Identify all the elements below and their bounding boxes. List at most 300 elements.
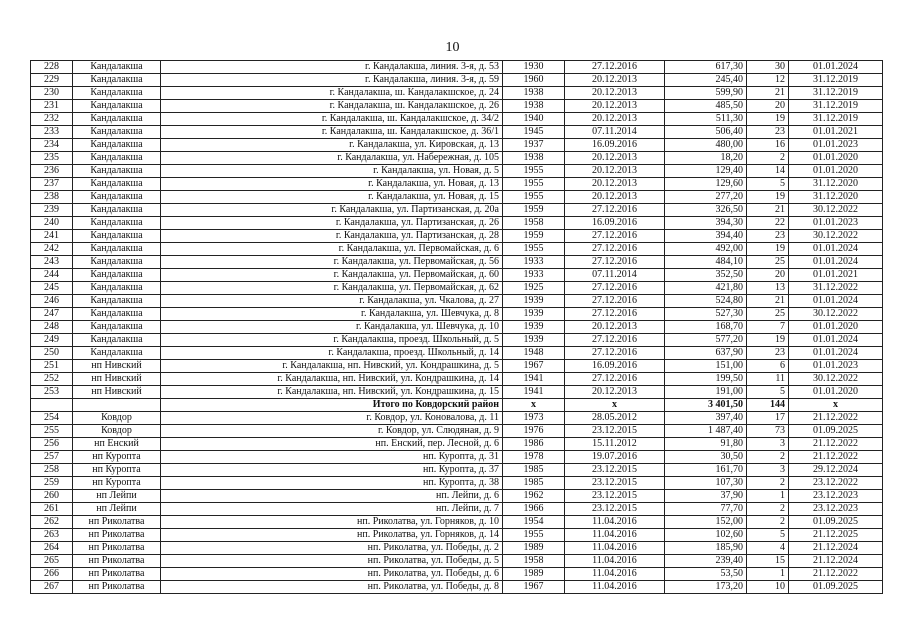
address-cell: г. Кандалакша, ул. Партизанская, д. 28 <box>161 230 503 243</box>
area-cell: 53,50 <box>665 568 747 581</box>
area-cell: 492,00 <box>665 243 747 256</box>
date-cell: 27.12.2016 <box>565 230 665 243</box>
area-cell: 480,00 <box>665 139 747 152</box>
settlement-cell: нп Риколатва <box>73 568 161 581</box>
table-row <box>31 139 883 152</box>
row-number: 246 <box>31 295 73 308</box>
row-number: 253 <box>31 386 73 399</box>
row-number: 233 <box>31 126 73 139</box>
date-cell: 23.12.2015 <box>565 425 665 438</box>
area-cell: 129,60 <box>665 178 747 191</box>
date-cell: 27.12.2016 <box>565 295 665 308</box>
year-built-cell: 1933 <box>503 256 565 269</box>
address-cell: г. Кандалакша, нп. Нивский, ул. Кондрашкина, д. 14 <box>161 373 503 386</box>
row-number <box>31 399 73 412</box>
count-cell: 13 <box>747 282 789 295</box>
count-cell: 20 <box>747 100 789 113</box>
count-cell: 73 <box>747 425 789 438</box>
row-number: 252 <box>31 373 73 386</box>
address-cell: г. Кандалакша, линия. 3-я, д. 53 <box>161 61 503 74</box>
address-cell: нп. Лейпи, д. 7 <box>161 503 503 516</box>
year-built-cell: 1938 <box>503 152 565 165</box>
deadline-cell: 01.01.2021 <box>789 126 883 139</box>
settlement-cell: нп Риколатва <box>73 581 161 594</box>
deadline-cell: 01.01.2024 <box>789 347 883 360</box>
deadline-cell: 01.01.2020 <box>789 152 883 165</box>
year-built-cell: 1985 <box>503 464 565 477</box>
deadline-cell: 21.12.2025 <box>789 529 883 542</box>
count-cell: 2 <box>747 152 789 165</box>
settlement-cell: Кандалакша <box>73 295 161 308</box>
year-built-cell: 1939 <box>503 334 565 347</box>
count-cell: 23 <box>747 347 789 360</box>
year-built-cell: 1959 <box>503 204 565 217</box>
table-row <box>31 568 883 581</box>
table-row <box>31 581 883 594</box>
table-row <box>31 373 883 386</box>
table-row <box>31 555 883 568</box>
housing-registry-table <box>30 60 883 594</box>
deadline-cell: 31.12.2019 <box>789 113 883 126</box>
settlement-cell: Кандалакша <box>73 100 161 113</box>
area-cell: 152,00 <box>665 516 747 529</box>
date-cell: 19.07.2016 <box>565 451 665 464</box>
address-cell: г. Кандалакша, ш. Кандалакшское, д. 36/1 <box>161 126 503 139</box>
address-cell: г. Кандалакша, ул. Шевчука, д. 10 <box>161 321 503 334</box>
row-number: 244 <box>31 269 73 282</box>
area-cell: 326,50 <box>665 204 747 217</box>
year-built-cell: 1966 <box>503 503 565 516</box>
year-built-cell: 1925 <box>503 282 565 295</box>
row-number: 260 <box>31 490 73 503</box>
row-number: 250 <box>31 347 73 360</box>
date-cell: 27.12.2016 <box>565 61 665 74</box>
deadline-cell: 31.12.2019 <box>789 74 883 87</box>
count-cell: 6 <box>747 360 789 373</box>
row-number: 255 <box>31 425 73 438</box>
deadline-cell: 01.09.2025 <box>789 581 883 594</box>
row-number: 231 <box>31 100 73 113</box>
table-row <box>31 425 883 438</box>
row-number: 264 <box>31 542 73 555</box>
year-built-cell: 1986 <box>503 438 565 451</box>
count-cell: 22 <box>747 217 789 230</box>
deadline-cell: 31.12.2019 <box>789 100 883 113</box>
settlement-cell: Кандалакша <box>73 230 161 243</box>
year-built-cell: 1955 <box>503 529 565 542</box>
area-cell: 30,50 <box>665 451 747 464</box>
count-cell: 144 <box>747 399 789 412</box>
settlement-cell: Ковдор <box>73 412 161 425</box>
settlement-cell: Кандалакша <box>73 74 161 87</box>
date-cell: 23.12.2015 <box>565 490 665 503</box>
table-row <box>31 191 883 204</box>
row-number: 248 <box>31 321 73 334</box>
date-cell: 16.09.2016 <box>565 139 665 152</box>
table-row <box>31 438 883 451</box>
area-cell: 637,90 <box>665 347 747 360</box>
table-row <box>31 243 883 256</box>
year-built-cell: 1959 <box>503 230 565 243</box>
settlement-cell: Кандалакша <box>73 269 161 282</box>
deadline-cell: 30.12.2022 <box>789 308 883 321</box>
settlement-cell: Кандалакша <box>73 308 161 321</box>
settlement-cell: Кандалакша <box>73 165 161 178</box>
deadline-cell: 31.12.2020 <box>789 191 883 204</box>
date-cell: 11.04.2016 <box>565 542 665 555</box>
year-built-cell: 1937 <box>503 139 565 152</box>
deadline-cell: 21.12.2022 <box>789 412 883 425</box>
table-row <box>31 295 883 308</box>
row-number: 240 <box>31 217 73 230</box>
table-row <box>31 61 883 74</box>
year-built-cell: 1933 <box>503 269 565 282</box>
settlement-cell: Кандалакша <box>73 204 161 217</box>
date-cell: x <box>565 399 665 412</box>
date-cell: 20.12.2013 <box>565 178 665 191</box>
year-built-cell: 1939 <box>503 308 565 321</box>
table-row <box>31 113 883 126</box>
table-row <box>31 542 883 555</box>
year-built-cell: 1967 <box>503 581 565 594</box>
year-built-cell: 1930 <box>503 61 565 74</box>
year-built-cell: 1976 <box>503 425 565 438</box>
count-cell: 15 <box>747 555 789 568</box>
date-cell: 27.12.2016 <box>565 256 665 269</box>
address-cell: нп. Куропта, д. 37 <box>161 464 503 477</box>
row-number: 258 <box>31 464 73 477</box>
area-cell: 511,30 <box>665 113 747 126</box>
area-cell: 3 401,50 <box>665 399 747 412</box>
area-cell: 168,70 <box>665 321 747 334</box>
count-cell: 21 <box>747 87 789 100</box>
row-number: 262 <box>31 516 73 529</box>
table-row <box>31 503 883 516</box>
count-cell: 5 <box>747 178 789 191</box>
row-number: 266 <box>31 568 73 581</box>
area-cell: 394,30 <box>665 217 747 230</box>
count-cell: 11 <box>747 373 789 386</box>
row-number: 257 <box>31 451 73 464</box>
date-cell: 20.12.2013 <box>565 191 665 204</box>
count-cell: 17 <box>747 412 789 425</box>
settlement-cell: Кандалакша <box>73 282 161 295</box>
table-row <box>31 321 883 334</box>
address-cell: г. Кандалакша, нп. Нивский, ул. Кондрашкина, д. 15 <box>161 386 503 399</box>
deadline-cell: 01.01.2020 <box>789 321 883 334</box>
area-cell: 185,90 <box>665 542 747 555</box>
row-number: 247 <box>31 308 73 321</box>
table-row <box>31 490 883 503</box>
page-number: 10 <box>445 40 460 55</box>
table-row <box>31 347 883 360</box>
settlement-cell: Кандалакша <box>73 178 161 191</box>
date-cell: 20.12.2013 <box>565 386 665 399</box>
row-number: 249 <box>31 334 73 347</box>
settlement-cell: Кандалакша <box>73 139 161 152</box>
deadline-cell: 01.01.2024 <box>789 334 883 347</box>
table-body <box>31 61 883 594</box>
address-cell: г. Ковдор, ул. Слюдяная, д. 9 <box>161 425 503 438</box>
row-number: 238 <box>31 191 73 204</box>
date-cell: 23.12.2015 <box>565 477 665 490</box>
area-cell: 191,00 <box>665 386 747 399</box>
deadline-cell: 01.01.2024 <box>789 256 883 269</box>
table-row <box>31 412 883 425</box>
count-cell: 21 <box>747 204 789 217</box>
row-number: 241 <box>31 230 73 243</box>
settlement-cell: нп Риколатва <box>73 542 161 555</box>
year-built-cell: 1939 <box>503 295 565 308</box>
count-cell: 25 <box>747 308 789 321</box>
row-number: 263 <box>31 529 73 542</box>
row-number: 256 <box>31 438 73 451</box>
year-built-cell: 1948 <box>503 347 565 360</box>
settlement-cell: Кандалакша <box>73 126 161 139</box>
area-cell: 421,80 <box>665 282 747 295</box>
date-cell: 27.12.2016 <box>565 243 665 256</box>
settlement-cell: Кандалакша <box>73 334 161 347</box>
deadline-cell: 21.12.2024 <box>789 555 883 568</box>
deadline-cell: 01.01.2020 <box>789 165 883 178</box>
row-number: 236 <box>31 165 73 178</box>
deadline-cell: 30.12.2022 <box>789 204 883 217</box>
count-cell: 10 <box>747 581 789 594</box>
address-cell: г. Кандалакша, нп. Нивский, ул. Кондрашкина, д. 5 <box>161 360 503 373</box>
deadline-cell: 01.09.2025 <box>789 516 883 529</box>
row-number: 243 <box>31 256 73 269</box>
row-number: 251 <box>31 360 73 373</box>
address-cell: г. Кандалакша, ул. Партизанская, д. 20а <box>161 204 503 217</box>
deadline-cell: 23.12.2023 <box>789 490 883 503</box>
count-cell: 1 <box>747 568 789 581</box>
address-cell: г. Кандалакша, ул. Первомайская, д. 56 <box>161 256 503 269</box>
area-cell: 1 487,40 <box>665 425 747 438</box>
row-number: 242 <box>31 243 73 256</box>
count-cell: 7 <box>747 321 789 334</box>
address-cell: нп. Риколатва, ул. Горняков, д. 10 <box>161 516 503 529</box>
date-cell: 20.12.2013 <box>565 152 665 165</box>
area-cell: 239,40 <box>665 555 747 568</box>
settlement-cell: нп Куропта <box>73 464 161 477</box>
area-cell: 245,40 <box>665 74 747 87</box>
date-cell: 20.12.2013 <box>565 165 665 178</box>
table-row <box>31 334 883 347</box>
area-cell: 506,40 <box>665 126 747 139</box>
count-cell: 3 <box>747 438 789 451</box>
date-cell: 28.05.2012 <box>565 412 665 425</box>
deadline-cell: 01.01.2023 <box>789 360 883 373</box>
area-cell: 599,90 <box>665 87 747 100</box>
deadline-cell: x <box>789 399 883 412</box>
row-number: 254 <box>31 412 73 425</box>
row-number: 228 <box>31 61 73 74</box>
address-cell: г. Кандалакша, проезд. Школьный, д. 5 <box>161 334 503 347</box>
settlement-cell: Кандалакша <box>73 256 161 269</box>
address-cell: нп. Куропта, д. 38 <box>161 477 503 490</box>
deadline-cell: 21.12.2024 <box>789 542 883 555</box>
row-number: 265 <box>31 555 73 568</box>
date-cell: 15.11.2012 <box>565 438 665 451</box>
date-cell: 23.12.2015 <box>565 503 665 516</box>
deadline-cell: 01.09.2025 <box>789 425 883 438</box>
table-row <box>31 178 883 191</box>
row-number: 237 <box>31 178 73 191</box>
area-cell: 102,60 <box>665 529 747 542</box>
date-cell: 20.12.2013 <box>565 100 665 113</box>
count-cell: 20 <box>747 269 789 282</box>
deadline-cell: 30.12.2022 <box>789 373 883 386</box>
address-cell: г. Ковдор, ул. Коновалова, д. 11 <box>161 412 503 425</box>
count-cell: 16 <box>747 139 789 152</box>
deadline-cell: 31.12.2019 <box>789 87 883 100</box>
year-built-cell: 1938 <box>503 87 565 100</box>
table-row <box>31 126 883 139</box>
date-cell: 27.12.2016 <box>565 308 665 321</box>
count-cell: 3 <box>747 464 789 477</box>
year-built-cell: 1955 <box>503 178 565 191</box>
address-cell: нп. Лейпи, д. 6 <box>161 490 503 503</box>
address-cell: г. Кандалакша, ул. Кировская, д. 13 <box>161 139 503 152</box>
table-row <box>31 204 883 217</box>
deadline-cell: 31.12.2020 <box>789 178 883 191</box>
address-cell: нп. Риколатва, ул. Победы, д. 5 <box>161 555 503 568</box>
table-row <box>31 74 883 87</box>
year-built-cell: 1962 <box>503 490 565 503</box>
year-built-cell: 1985 <box>503 477 565 490</box>
year-built-cell: 1938 <box>503 100 565 113</box>
address-cell: нп. Риколатва, ул. Победы, д. 6 <box>161 568 503 581</box>
count-cell: 14 <box>747 165 789 178</box>
settlement-cell <box>73 399 161 412</box>
settlement-cell: Кандалакша <box>73 152 161 165</box>
row-number: 232 <box>31 113 73 126</box>
address-cell: г. Кандалакша, ул. Чкалова, д. 27 <box>161 295 503 308</box>
settlement-cell: нп Нивский <box>73 373 161 386</box>
date-cell: 23.12.2015 <box>565 464 665 477</box>
settlement-cell: Кандалакша <box>73 87 161 100</box>
row-number: 245 <box>31 282 73 295</box>
deadline-cell: 21.12.2022 <box>789 451 883 464</box>
address-cell: нп. Риколатва, ул. Горняков, д. 14 <box>161 529 503 542</box>
area-cell: 173,20 <box>665 581 747 594</box>
date-cell: 27.12.2016 <box>565 204 665 217</box>
year-built-cell: 1967 <box>503 360 565 373</box>
settlement-cell: нп Риколатва <box>73 529 161 542</box>
year-built-cell: 1960 <box>503 74 565 87</box>
address-cell: г. Кандалакша, проезд. Школьный, д. 14 <box>161 347 503 360</box>
settlement-cell: Кандалакша <box>73 217 161 230</box>
subtotal-row <box>31 399 883 412</box>
address-cell: нп. Риколатва, ул. Победы, д. 2 <box>161 542 503 555</box>
table-row <box>31 256 883 269</box>
deadline-cell: 01.01.2020 <box>789 386 883 399</box>
address-cell: г. Кандалакша, ул. Шевчука, д. 8 <box>161 308 503 321</box>
area-cell: 277,20 <box>665 191 747 204</box>
area-cell: 199,50 <box>665 373 747 386</box>
row-number: 230 <box>31 87 73 100</box>
area-cell: 527,30 <box>665 308 747 321</box>
area-cell: 394,40 <box>665 230 747 243</box>
settlement-cell: Кандалакша <box>73 347 161 360</box>
count-cell: 4 <box>747 542 789 555</box>
count-cell: 23 <box>747 230 789 243</box>
table-row <box>31 360 883 373</box>
table-row <box>31 152 883 165</box>
count-cell: 21 <box>747 295 789 308</box>
address-cell: нп. Енский, пер. Лесной, д. 6 <box>161 438 503 451</box>
settlement-cell: нп Куропта <box>73 451 161 464</box>
year-built-cell: 1973 <box>503 412 565 425</box>
year-built-cell: x <box>503 399 565 412</box>
year-built-cell: 1989 <box>503 568 565 581</box>
table-row <box>31 217 883 230</box>
count-cell: 5 <box>747 386 789 399</box>
row-number: 267 <box>31 581 73 594</box>
area-cell: 77,70 <box>665 503 747 516</box>
address-cell: г. Кандалакша, ул. Набережная, д. 105 <box>161 152 503 165</box>
row-number: 235 <box>31 152 73 165</box>
address-cell: г. Кандалакша, ул. Первомайская, д. 6 <box>161 243 503 256</box>
count-cell: 30 <box>747 61 789 74</box>
settlement-cell: нп Нивский <box>73 386 161 399</box>
settlement-cell: Кандалакша <box>73 321 161 334</box>
date-cell: 16.09.2016 <box>565 360 665 373</box>
table-row <box>31 282 883 295</box>
address-cell: нп. Риколатва, ул. Победы, д. 8 <box>161 581 503 594</box>
year-built-cell: 1955 <box>503 243 565 256</box>
settlement-cell: нп Лейпи <box>73 503 161 516</box>
deadline-cell: 23.12.2022 <box>789 477 883 490</box>
date-cell: 20.12.2013 <box>565 87 665 100</box>
date-cell: 20.12.2013 <box>565 321 665 334</box>
deadline-cell: 01.01.2024 <box>789 61 883 74</box>
deadline-cell: 23.12.2023 <box>789 503 883 516</box>
address-cell: нп. Куропта, д. 31 <box>161 451 503 464</box>
settlement-cell: нп Риколатва <box>73 516 161 529</box>
area-cell: 577,20 <box>665 334 747 347</box>
settlement-cell: Кандалакша <box>73 61 161 74</box>
year-built-cell: 1978 <box>503 451 565 464</box>
deadline-cell: 30.12.2022 <box>789 230 883 243</box>
address-cell: г. Кандалакша, ул. Новая, д. 5 <box>161 165 503 178</box>
year-built-cell: 1989 <box>503 542 565 555</box>
deadline-cell: 01.01.2021 <box>789 269 883 282</box>
table-row <box>31 516 883 529</box>
settlement-cell: Кандалакша <box>73 191 161 204</box>
year-built-cell: 1941 <box>503 386 565 399</box>
count-cell: 19 <box>747 113 789 126</box>
area-cell: 129,40 <box>665 165 747 178</box>
date-cell: 07.11.2014 <box>565 126 665 139</box>
count-cell: 2 <box>747 451 789 464</box>
count-cell: 19 <box>747 334 789 347</box>
deadline-cell: 01.01.2024 <box>789 243 883 256</box>
address-cell: г. Кандалакша, линия. 3-я, д. 59 <box>161 74 503 87</box>
settlement-cell: Кандалакша <box>73 113 161 126</box>
table-row <box>31 529 883 542</box>
year-built-cell: 1958 <box>503 555 565 568</box>
date-cell: 20.12.2013 <box>565 113 665 126</box>
settlement-cell: Кандалакша <box>73 243 161 256</box>
table-row <box>31 464 883 477</box>
settlement-cell: нп Енский <box>73 438 161 451</box>
area-cell: 91,80 <box>665 438 747 451</box>
table-row <box>31 386 883 399</box>
row-number: 239 <box>31 204 73 217</box>
date-cell: 27.12.2016 <box>565 334 665 347</box>
deadline-cell: 01.01.2023 <box>789 217 883 230</box>
